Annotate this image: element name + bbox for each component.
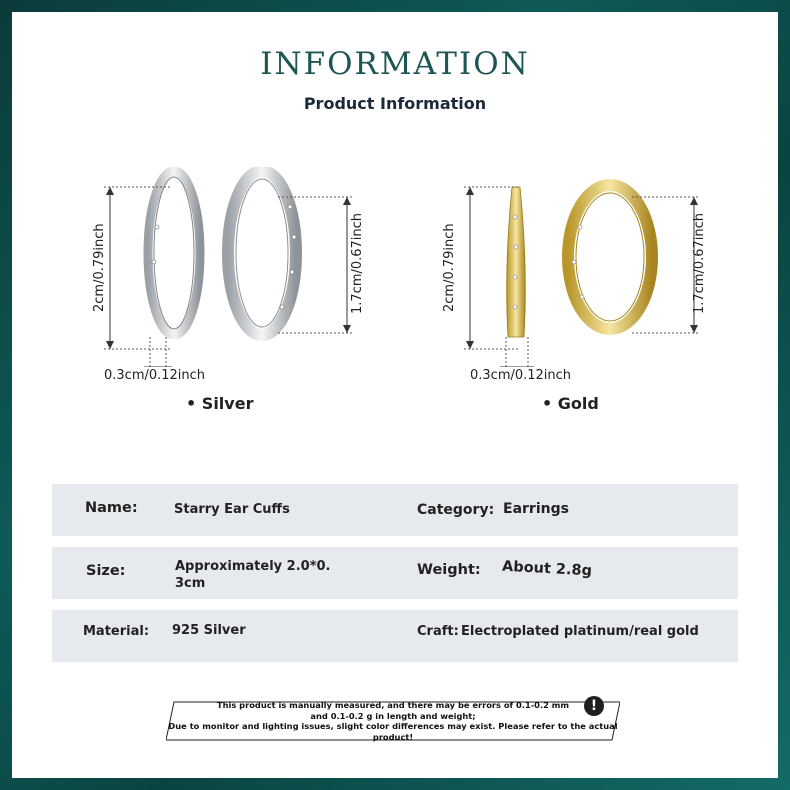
name-label: Name: — [85, 500, 138, 516]
material-value: 925 Silver — [172, 623, 246, 638]
page-title: INFORMATION — [260, 46, 530, 82]
size-value-line2: 3cm — [175, 576, 206, 591]
gold-inner-label: 1.7cm/0.67inch — [692, 212, 707, 314]
spec-row-size — [52, 547, 738, 599]
notice-line-4: product! — [372, 732, 414, 742]
silver-earring-image — [82, 167, 372, 367]
silver-variant-label: • Silver — [186, 394, 254, 413]
page-subtitle: Product Information — [303, 94, 487, 113]
info-card — [12, 12, 778, 778]
notice-line-3: Due to monitor and lighting issues, slight color differences may exist. Please refer to the actual — [168, 721, 618, 731]
silver-width-label: 0.3cm/0.12inch — [104, 368, 206, 383]
material-label: Material: — [83, 624, 150, 639]
spec-row-material — [52, 610, 738, 662]
gold-width-label: 0.3cm/0.12inch — [470, 368, 572, 383]
gold-height-label: 2cm/0.79inch — [442, 223, 457, 312]
exclamation-icon: ! — [584, 696, 604, 716]
gold-earring-image — [442, 167, 732, 367]
size-value-line1: Approximately 2.0*0. — [175, 559, 331, 574]
weight-label: Weight: — [417, 562, 481, 578]
weight-value: About 2.8g — [501, 558, 593, 580]
silver-inner-label: 1.7cm/0.67inch — [350, 212, 365, 314]
craft-value: Electroplated platinum/real gold — [461, 624, 699, 639]
category-label: Category: — [417, 502, 495, 518]
silver-height-label: 2cm/0.79inch — [92, 223, 107, 312]
gold-variant-label: • Gold — [542, 394, 599, 413]
category-value: Earrings — [503, 501, 569, 517]
notice-banner — [166, 700, 620, 742]
spec-row-name — [52, 484, 738, 536]
notice-line-1: This product is manually measured, and there may be errors of 0.1-0.2 mm — [216, 700, 570, 710]
name-value: Starry Ear Cuffs — [174, 502, 290, 517]
size-label: Size: — [86, 563, 126, 579]
craft-label: Craft: — [417, 624, 459, 639]
notice-line-2: and 0.1-0.2 g in length and weight; — [310, 711, 476, 721]
